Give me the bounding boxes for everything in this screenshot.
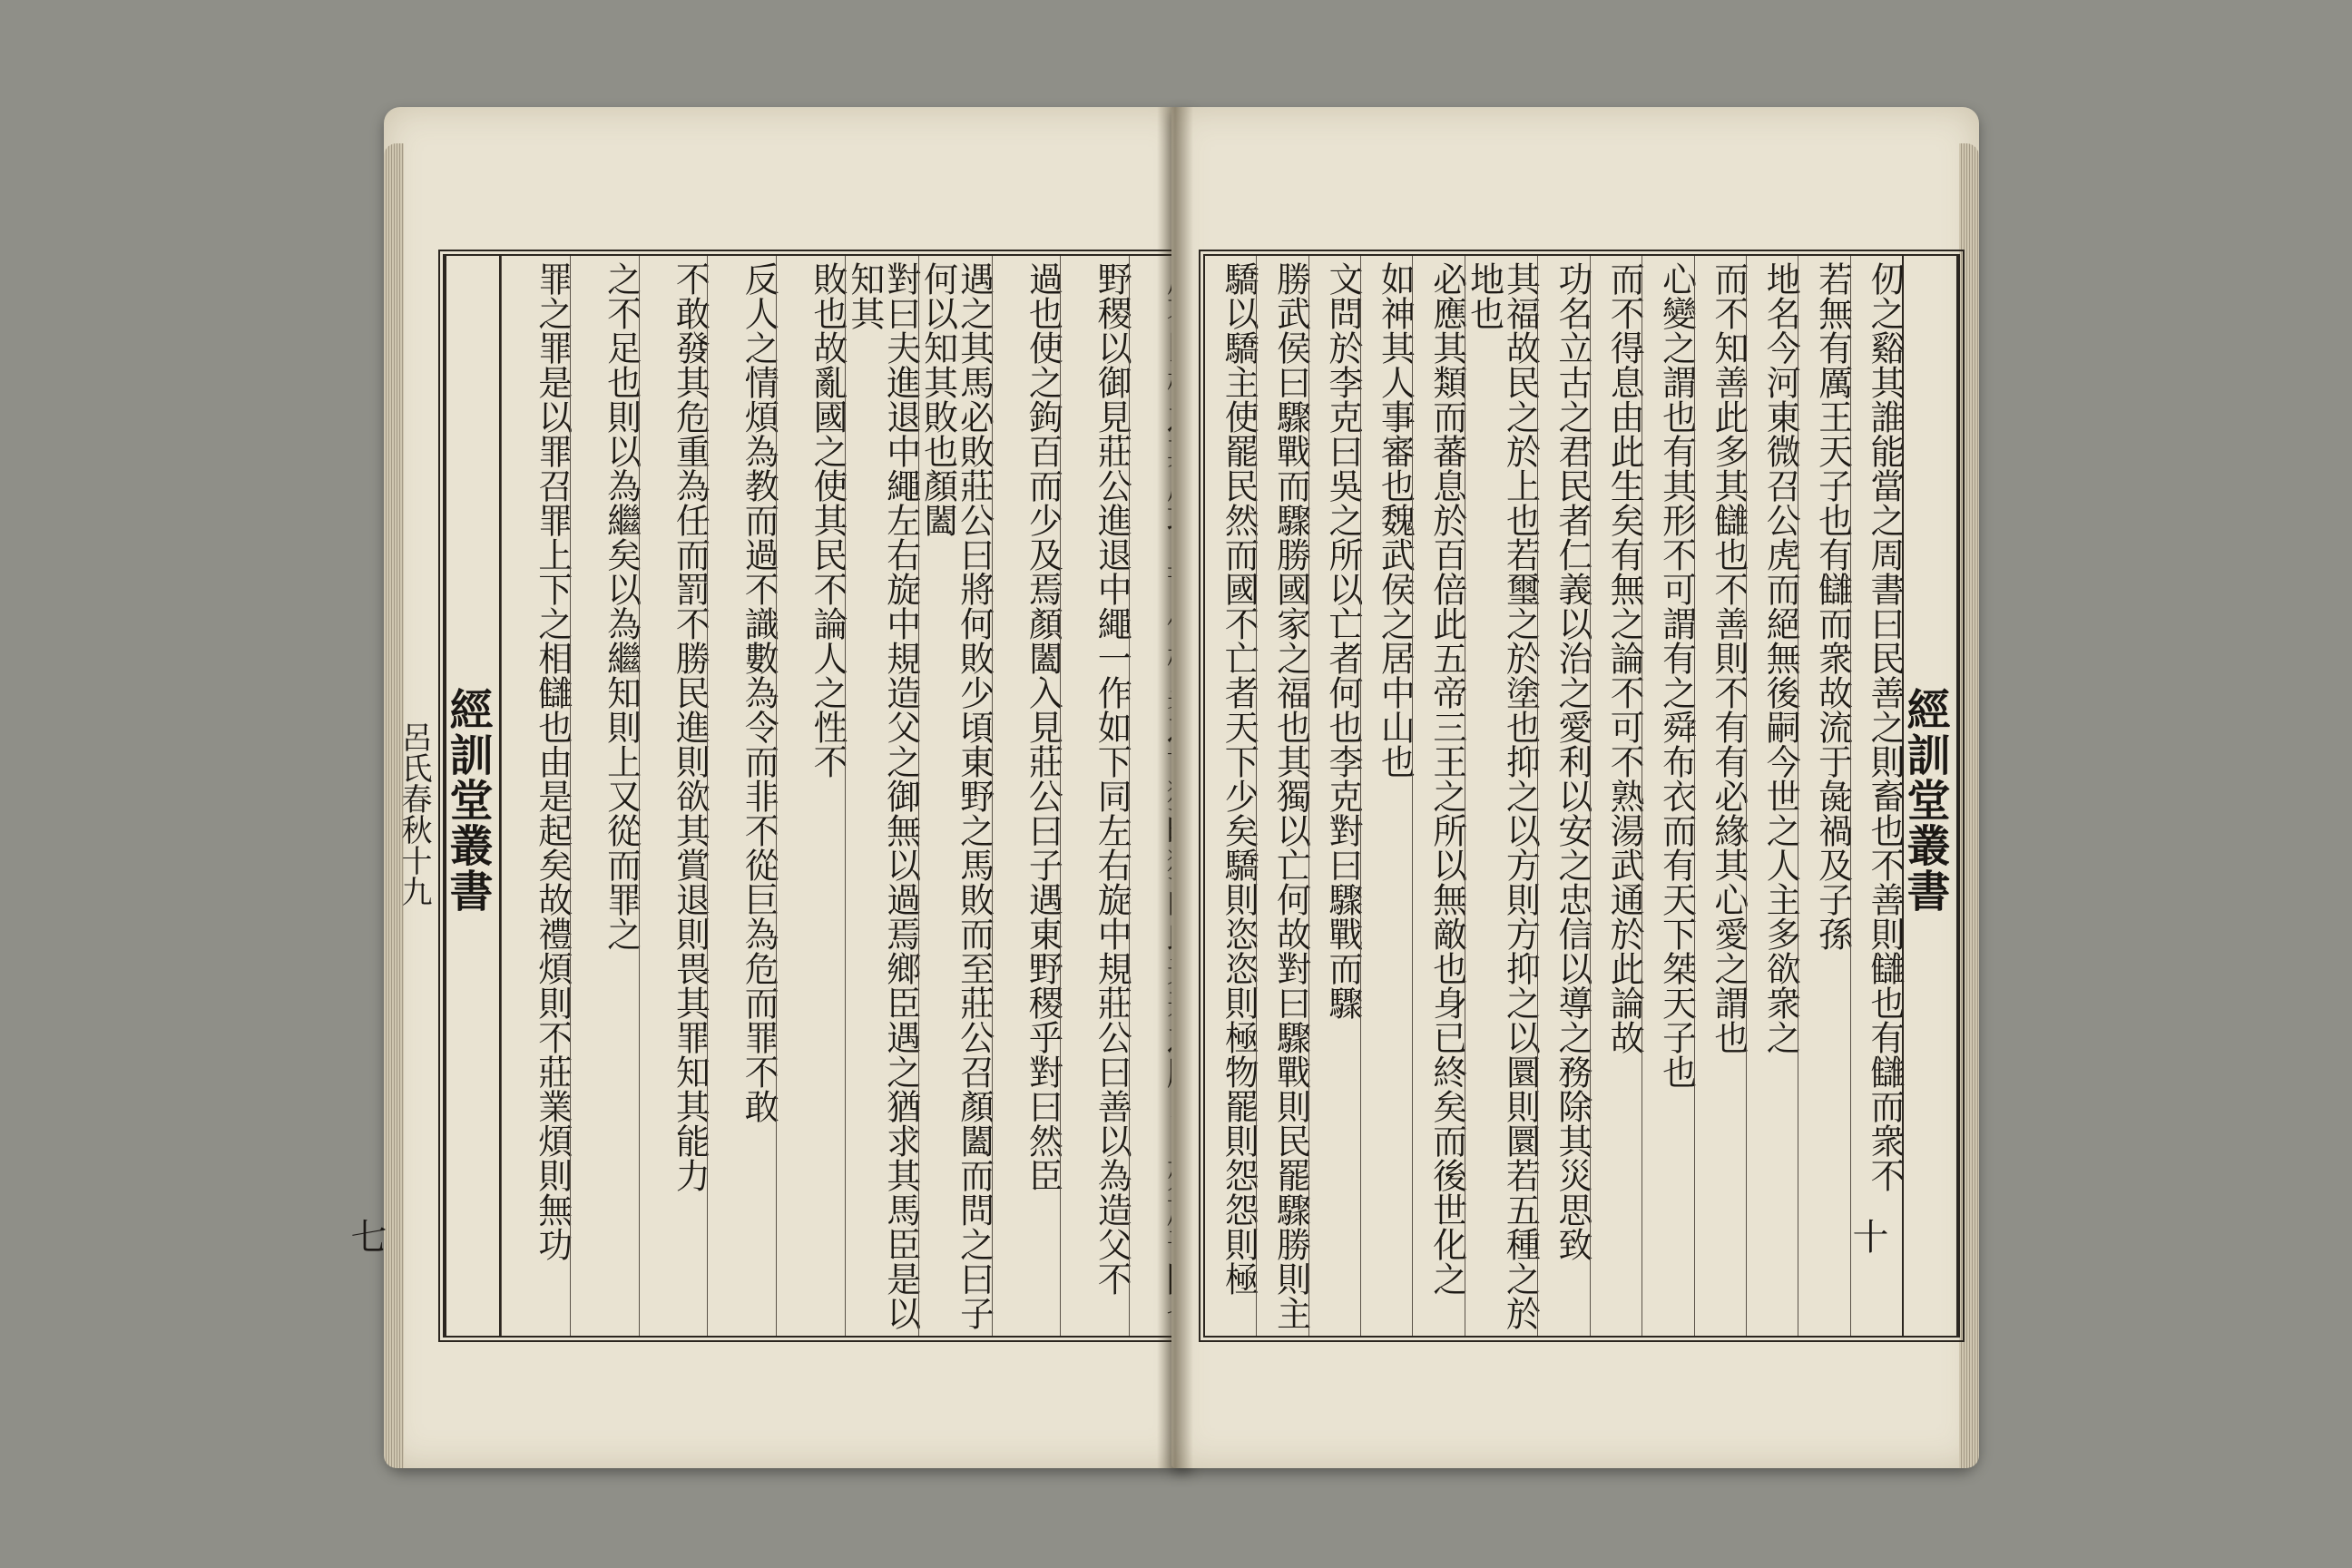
text-column: 勝武侯曰驟戰而驟勝國家之福也其獨以亡何故對曰驟戰則民罷驟勝則主: [1256, 256, 1308, 1336]
text-column: 敗也故亂國之使其民不論人之性不: [776, 256, 845, 1336]
text-column: 罪之罪是以罪召罪上下之相讎也由是起矣故禮煩則不莊業煩則無功: [501, 256, 570, 1336]
text-column: 過也使之鉤百而少及焉顏闔入見莊公曰子遇東野稷乎對曰然臣: [992, 256, 1061, 1336]
text-column: 驕以驕主使罷民然而國不亡者天下少矣驕則恣恣則極物罷則怨怨則極: [1219, 261, 1259, 1296]
left-text-columns: [344, 256, 1198, 1336]
text-column: 遇之其馬必敗莊公曰將何敗少頃東野之馬敗而至莊公召顏闔而問之曰子何以知其敗也顏闔: [918, 256, 992, 1336]
book-series-title: 經訓堂叢書: [441, 687, 493, 914]
text-column: 如神其人事審也魏武侯之居中山也: [1360, 256, 1412, 1336]
text-column: 必應其類而蕃息於百倍此五帝三王之所以無敵也身已終矣而後世化之: [1412, 256, 1464, 1336]
book-series-title: 經訓堂叢書: [1899, 687, 1950, 914]
right-page: [1171, 107, 1979, 1468]
left-page: [344, 107, 1191, 1468]
text-column: 之不足也則以為繼矣以為繼知則上又從而罪之: [570, 256, 639, 1336]
book-gutter: [1157, 107, 1193, 1468]
text-column: 功名立古之君民者仁義以治之愛利以安之忠信以導之務除其災思致: [1537, 256, 1589, 1336]
folio-number: 十: [1847, 1218, 1888, 1254]
text-column: 而不得息由此生矣有無之論不可不熟湯武通於此論故: [1590, 256, 1642, 1336]
text-column: 反人之情煩為教而過不識數為令而非不從巨為危而罪不敢: [707, 256, 776, 1336]
text-column: 對曰夫進退中繩左右旋中規造父之御無以過焉鄉臣遇之猶求其馬臣是以知其: [845, 256, 918, 1336]
text-column: 不敢發其危重為任而罰不勝民進則欲其賞退則畏其罪知其能力: [639, 256, 708, 1336]
text-column: 若無有厲王天子也有讎而衆故流于彘禍及子孫: [1798, 256, 1849, 1336]
right-text-columns: [1205, 256, 1958, 1336]
text-column: 而不知善此多其讎也不善則不有有必緣其心愛之謂也: [1694, 256, 1746, 1336]
folio-number: 七: [344, 1218, 387, 1254]
text-column: 仞之谿其誰能當之周書曰民善之則畜也不善則讎也有讎而衆不: [1850, 256, 1902, 1336]
text-column: 文問於李克曰吳之所以亡者何也李克對曰驟戰而驟: [1308, 256, 1360, 1336]
chapter-title: 呂氏春秋十九: [395, 721, 432, 906]
text-column: 心變之謂也有其形不可謂有之舜布衣而有天下桀天子也: [1642, 256, 1693, 1336]
open-book: [344, 91, 1983, 1479]
text-column: 其福故民之於上也若璽之於塗也抑之以方則方抑之以圜則圜若五種之於地也: [1465, 256, 1538, 1336]
text-column: 野稷以御見莊公進退中繩一作如下同左右旋中規莊公曰善以為造父不: [1060, 256, 1129, 1336]
left-spine-column: [344, 256, 501, 1336]
text-column: 地名今河東微召公虎而絕無後嗣今世之人主多欲衆之: [1746, 256, 1798, 1336]
left-text-frame: [344, 250, 1204, 1342]
right-text-frame: [1199, 250, 1965, 1342]
